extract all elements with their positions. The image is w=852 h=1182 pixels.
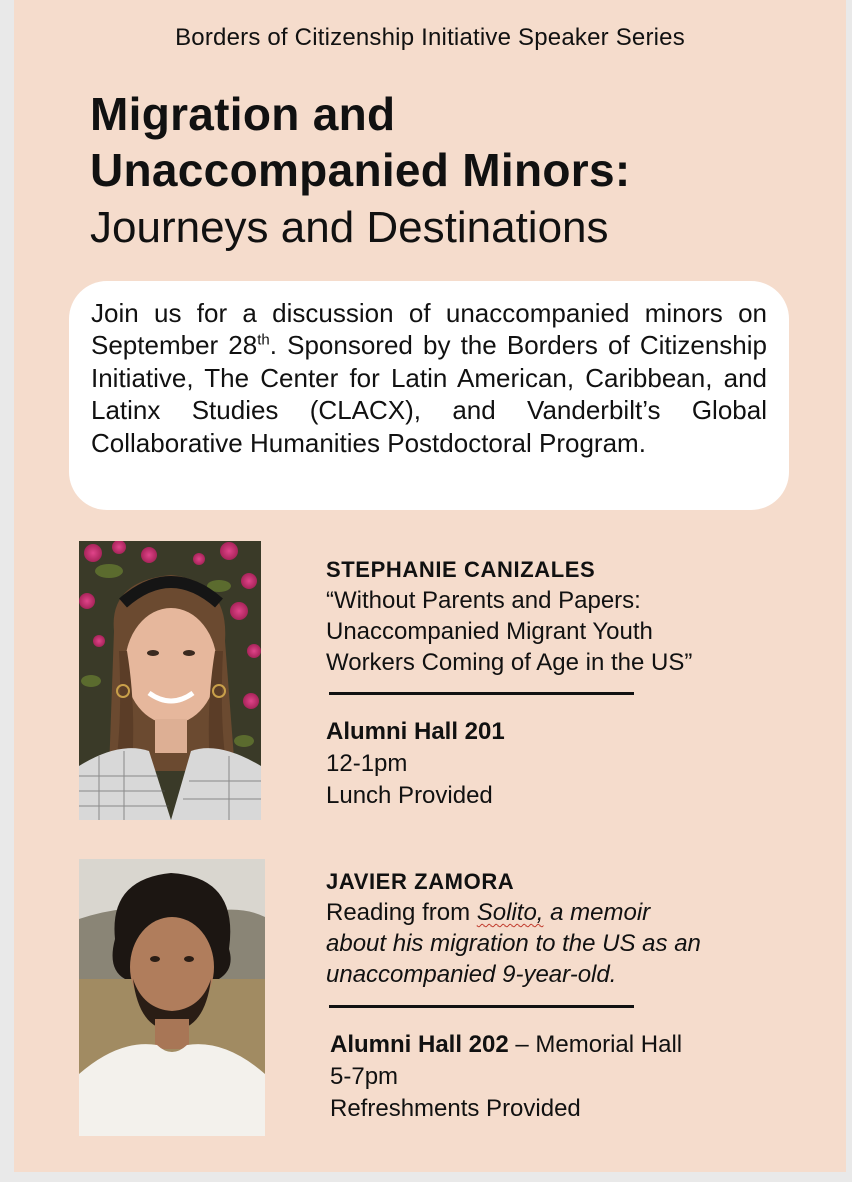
event-title <box>90 86 790 256</box>
speaker-2-name: JAVIER ZAMORA <box>326 869 515 894</box>
book-title: Solito, <box>476 899 544 926</box>
description-part-1: Join us for a discussion of unaccompanied minors on September 28 <box>91 298 767 361</box>
speaker-2-location-extra: – Memorial Hall <box>508 1031 683 1058</box>
speaker-1-talk-line-2: Unaccompanied Migrant Youth <box>326 618 653 645</box>
speaker-2-talk-line-2: about his migration to the US as an <box>326 930 701 957</box>
speaker-1-location: Alumni Hall 201 <box>326 718 505 745</box>
description-part-2: . Sponsored by the Borders of Citizenship Initiative, The Center for Latin American, Caribbean, and Latinx Studies (CLACX), and Vanderbilt’s Global Collaborative Humanities Postdoctoral Program. <box>91 330 767 458</box>
description-superscript: th <box>257 331 270 349</box>
portrait-illustration <box>79 541 261 820</box>
event-description <box>91 297 767 459</box>
talk-line-1-rest: a memoir <box>543 899 651 926</box>
speaker-2-location-line <box>330 1029 682 1061</box>
speaker-photo-stephanie-canizales <box>79 541 261 820</box>
title-line-2: Unaccompanied Minors: <box>90 144 631 196</box>
event-flyer <box>14 0 846 1172</box>
event-description-box <box>69 281 789 510</box>
speaker-1-talk-line-3: Workers Coming of Age in the US” <box>326 649 693 676</box>
portrait-illustration <box>79 859 265 1136</box>
series-title: Borders of Citizenship Initiative Speaker Series <box>175 24 685 51</box>
speaker-1-details <box>326 554 826 678</box>
divider-line <box>329 692 634 695</box>
speaker-2-location: Alumni Hall 202 <box>330 1031 509 1058</box>
speaker-1-talk-line-1: “Without Parents and Papers: <box>326 587 641 614</box>
speaker-2-note: Refreshments Provided <box>330 1095 581 1122</box>
speaker-1-name: STEPHANIE CANIZALES <box>326 557 596 582</box>
talk-prefix: Reading from <box>326 899 477 926</box>
speaker-1-note: Lunch Provided <box>326 782 493 809</box>
speaker-2-talk-line-1 <box>326 897 826 928</box>
speaker-1-time: 12-1pm <box>326 750 408 777</box>
event-subtitle: Journeys and Destinations <box>90 203 609 252</box>
speaker-2-session-info <box>330 1029 682 1125</box>
divider-line <box>329 1005 634 1008</box>
speaker-2-time: 5-7pm <box>330 1063 399 1090</box>
title-line-1: Migration and <box>90 88 396 140</box>
speaker-1-session-info <box>326 716 505 812</box>
speaker-2-talk-line-3: unaccompanied 9-year-old. <box>326 961 617 988</box>
speaker-photo-javier-zamora <box>79 859 265 1136</box>
speaker-2-details <box>326 866 826 990</box>
